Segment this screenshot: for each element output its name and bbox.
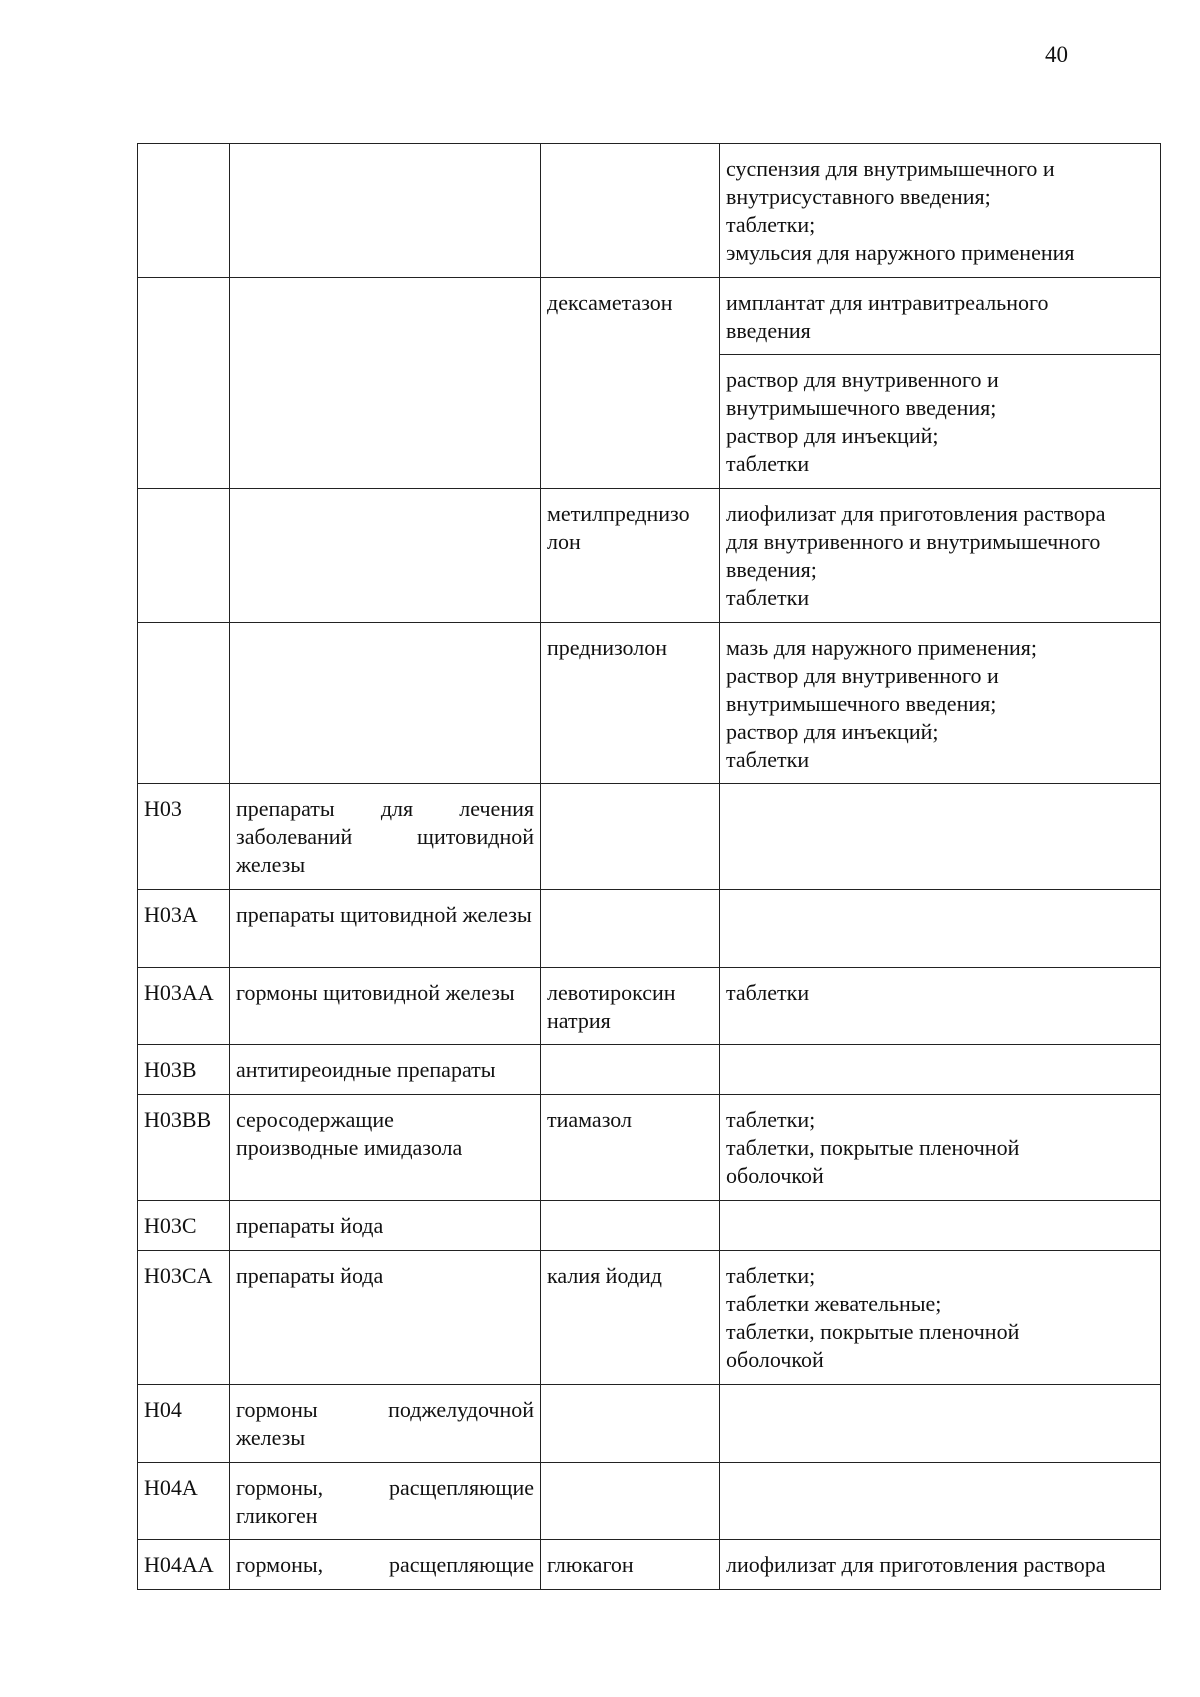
- atc-code-cell: H03B: [138, 1045, 230, 1095]
- drug-name-cell: [541, 144, 720, 278]
- group-name-cell: гормоны, расщепляющие: [230, 1540, 541, 1590]
- group-name-cell: [230, 278, 541, 489]
- dosage-forms-cell: [720, 1201, 1161, 1251]
- table-row: [138, 489, 1161, 623]
- atc-code-cell: H03AA: [138, 968, 230, 1045]
- table-row: [138, 890, 1161, 968]
- dosage-forms-cell: [720, 1463, 1161, 1540]
- drug-name-cell: [541, 1201, 720, 1251]
- table-row: [138, 1201, 1161, 1251]
- drug-name-cell: [541, 890, 720, 968]
- group-name-cell: [230, 144, 541, 278]
- drug-name-cell: [541, 784, 720, 890]
- dosage-forms-cell: [720, 1385, 1161, 1463]
- dosage-forms-cell: [720, 890, 1161, 968]
- group-name-cell: антитиреоидные препараты: [230, 1045, 541, 1095]
- drug-name-cell: метилпреднизо лон: [541, 489, 720, 623]
- dosage-forms-cell: таблетки: [720, 968, 1161, 1045]
- dosage-forms-cell: [720, 1045, 1161, 1095]
- table-row: [138, 784, 1161, 890]
- atc-code-cell: H03BB: [138, 1095, 230, 1201]
- atc-code-cell: H04: [138, 1385, 230, 1463]
- atc-code-cell: [138, 489, 230, 623]
- group-name-cell: препараты щитовидной железы: [230, 890, 541, 968]
- table-row: [138, 1095, 1161, 1201]
- dosage-forms-cell: лиофилизат для приготовления раствора: [720, 1540, 1161, 1590]
- group-name-cell: препараты йода: [230, 1251, 541, 1385]
- drug-name-cell: тиамазол: [541, 1095, 720, 1201]
- table-row: [138, 968, 1161, 1045]
- table-row: [138, 1463, 1161, 1540]
- atc-code-cell: H03CA: [138, 1251, 230, 1385]
- group-name-cell: гормоны поджелудочной железы: [230, 1385, 541, 1463]
- drug-name-cell: [541, 1045, 720, 1095]
- page-number: 40: [1045, 42, 1068, 67]
- dosage-forms-cell: раствор для внутривенного и внутримышечного введения; раствор для инъекций; таблетки: [720, 355, 1161, 489]
- table-row: [138, 1540, 1161, 1590]
- atc-code-cell: H04A: [138, 1463, 230, 1540]
- drug-name-cell: [541, 1463, 720, 1540]
- group-name-cell: серосодержащие производные имидазола: [230, 1095, 541, 1201]
- dosage-forms-cell: [720, 784, 1161, 890]
- group-name-cell: [230, 623, 541, 784]
- atc-code-cell: [138, 278, 230, 489]
- drug-table: [137, 143, 1161, 1590]
- atc-code-cell: H04AA: [138, 1540, 230, 1590]
- table-row: [138, 144, 1161, 278]
- drug-name-cell: [541, 1385, 720, 1463]
- group-name-cell: гормоны, расщепляющие гликоген: [230, 1463, 541, 1540]
- drug-name-cell: преднизолон: [541, 623, 720, 784]
- group-name-cell: [230, 489, 541, 623]
- table-row: [138, 278, 1161, 355]
- dosage-forms-cell: имплантат для интравитреального введения: [720, 278, 1161, 355]
- dosage-forms-cell: суспензия для внутримышечного и внутрисуставного введения; таблетки; эмульсия для наружного применения: [720, 144, 1161, 278]
- drug-name-cell: дексаметазон: [541, 278, 720, 489]
- dosage-forms-cell: мазь для наружного применения; раствор для внутривенного и внутримышечного введения; раствор для инъекций; таблетки: [720, 623, 1161, 784]
- group-name-cell: препараты йода: [230, 1201, 541, 1251]
- group-name-cell: препараты для лечения заболеваний щитовидной железы: [230, 784, 541, 890]
- table-row: [138, 1251, 1161, 1385]
- table-row: [138, 623, 1161, 784]
- dosage-forms-cell: таблетки; таблетки жевательные; таблетки, покрытые пленочной оболочкой: [720, 1251, 1161, 1385]
- drug-name-cell: калия йодид: [541, 1251, 720, 1385]
- table-row: [138, 1045, 1161, 1095]
- dosage-forms-cell: таблетки; таблетки, покрытые пленочной оболочкой: [720, 1095, 1161, 1201]
- atc-code-cell: [138, 144, 230, 278]
- drug-name-cell: глюкагон: [541, 1540, 720, 1590]
- table-row: [138, 1385, 1161, 1463]
- drug-name-cell: левотироксин натрия: [541, 968, 720, 1045]
- atc-code-cell: H03: [138, 784, 230, 890]
- atc-code-cell: [138, 623, 230, 784]
- group-name-cell: гормоны щитовидной железы: [230, 968, 541, 1045]
- atc-code-cell: H03C: [138, 1201, 230, 1251]
- dosage-forms-cell: лиофилизат для приготовления раствора для внутривенного и внутримышечного введения; таблетки: [720, 489, 1161, 623]
- atc-code-cell: H03A: [138, 890, 230, 968]
